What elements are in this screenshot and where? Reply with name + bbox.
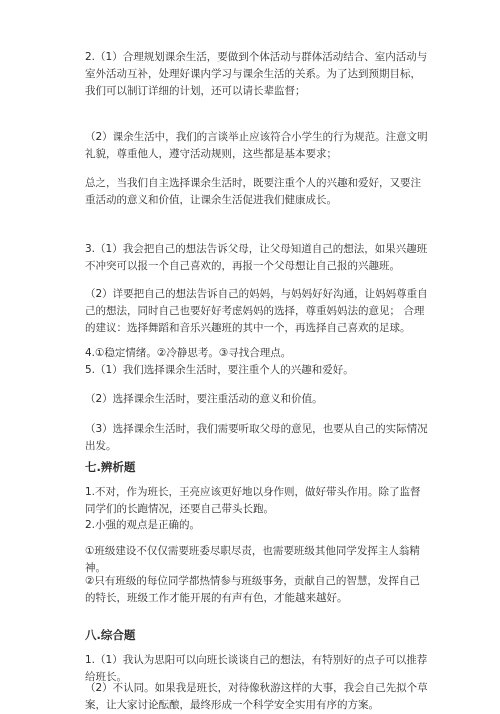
answer-3-2: （2）详要把自己的想法告诉自己的妈妈，与妈妈好好沟通，让妈妈尊重自己的想法，同时自己也要好好考虑妈妈的选择，尊重妈妈法的意见； 合理的建议：选择舞蹈和音乐兴趣班的其中一个，再选择自己喜欢的足球。 (85, 288, 428, 334)
answer-8-2: （2）不认同。如果我是班长，对待像秋游这样的大事，我会自己先拟个草案，让大家讨论酝酿，最终形成一个科学安全实用有序的方案。 (85, 682, 428, 711)
answer-7-2: 2.小强的观点是正确的。 (85, 519, 201, 531)
answer-5-3: （3）选择课余生活时，我们需要听取父母的意见，也要从自己的实际情况出发。 (85, 423, 428, 452)
answer-4: 4.①稳定情绪。②冷静思考。③寻找合理点。 (85, 347, 292, 359)
answer-8-1: 1.（1）我认为思阳可以向班长谈谈自己的想法，有特别好的点子可以推荐给班长。 (85, 654, 428, 683)
answer-2-1: 2.（1）合理规划课余生活，要做到个体活动与群体活动结合、室内活动与室外活动互补，处理好课内学习与课余生活的关系。为了达到预期目标，我们可以制订详细的计划，还可以请长辈监督； (85, 51, 428, 97)
answer-7-1: 1.不对，作为班长，王亮应该更好地以身作则，做好带头作用。除了监督同学们的长跑情况，还要自己带头长跑。 (85, 486, 421, 515)
answer-2-2: （2）课余生活中，我们的言谈举止应该符合小学生的行为规范。注意文明礼貌，尊重他人，遵守活动规则，这些都是基本要求； (85, 131, 428, 160)
answer-5-2: （2）选择课余生活时，要注重活动的意义和价值。 (85, 393, 323, 405)
answer-7-2-point-1: ①班级建设不仅仅需要班委尽职尽责，也需要班级其他同学发挥主人翁精神。 (85, 545, 420, 574)
section-heading-8: 八.综合题 (85, 628, 136, 642)
answer-5-1: 5.（1）我们选择课余生活时，要注重个人的兴趣和爱好。 (85, 364, 354, 376)
answer-3-1: 3.（1）我会把自己的想法告诉父母，让父母知道自己的想法，如果兴趣班不冲突可以报一个自己喜欢的，再报一个父母想让自己报的兴趣班。 (85, 243, 428, 272)
section-heading-7: 七.辨析题 (85, 460, 136, 474)
answer-7-2-point-2: ②只有班级的每位同学都热情参与班级事务，贡献自己的智慧，发挥自己的特长，班级工作才能开展的有声有色，才能越来越好。 (85, 575, 420, 604)
answer-2-summary: 总之，当我们自主选择课余生活时，既要注重个人的兴趣和爱好，又要注重活动的意义和价值，让课余生活促进我们健康成长。 (85, 177, 421, 206)
